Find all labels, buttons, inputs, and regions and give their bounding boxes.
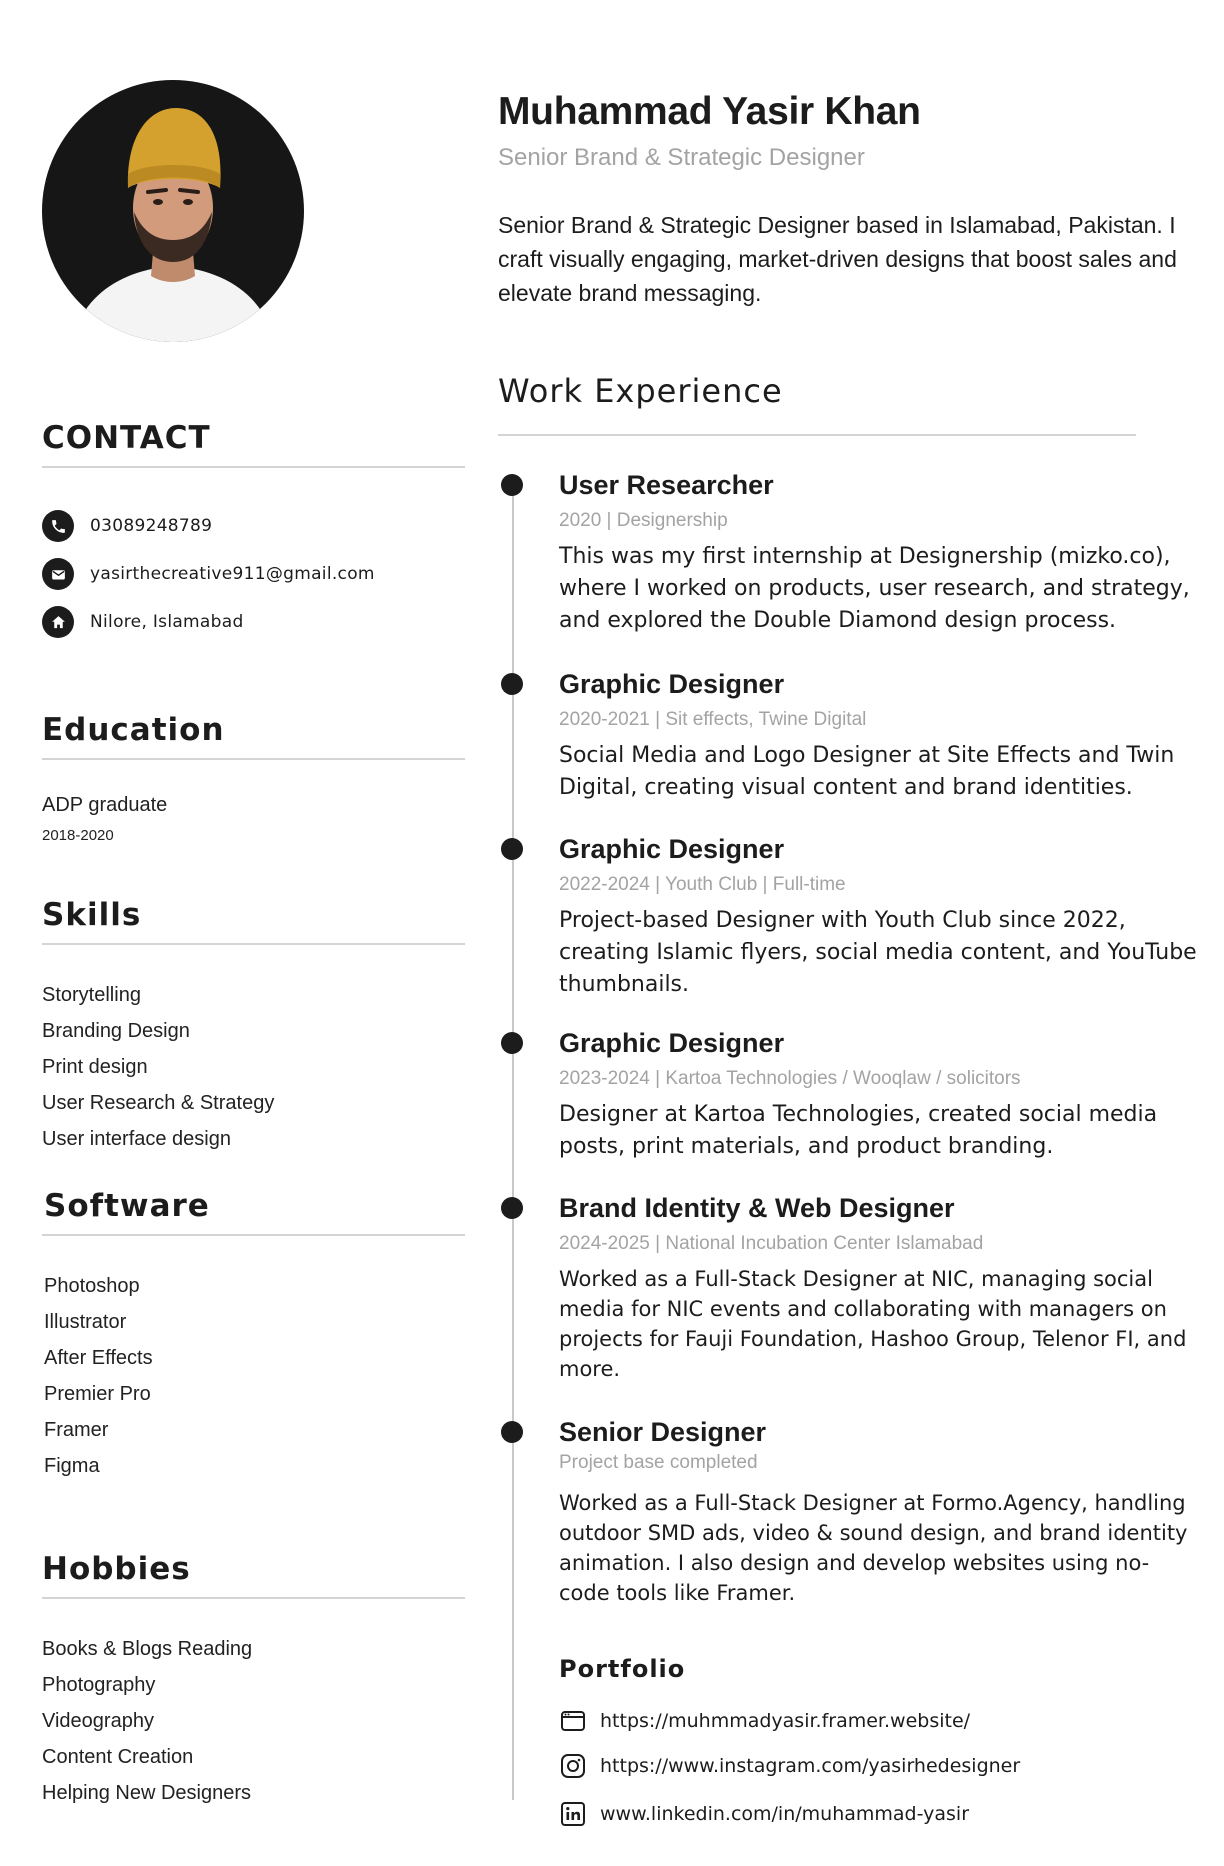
skills-list — [42, 983, 465, 1163]
section-divider — [498, 434, 1136, 436]
work-experience-title: Work Experience — [498, 372, 783, 410]
portfolio-linkedin-link[interactable]: www.linkedin.com/in/muhammad-yasir — [600, 1803, 970, 1825]
portfolio-link-instagram — [560, 1753, 1020, 1779]
job-description: Project-based Designer with Youth Club since 2022, creating Islamic flyers, social media content, and YouTube thumbnails. — [559, 908, 1197, 997]
contact-list — [42, 502, 465, 646]
home-icon — [42, 606, 74, 638]
job-entry — [498, 1417, 1198, 1608]
browser-icon — [560, 1708, 586, 1734]
skills-section — [42, 897, 465, 1163]
hobbies-list — [42, 1637, 465, 1817]
timeline-dot — [501, 1197, 523, 1219]
job-description: Worked as a Full-Stack Designer at Formo.Agency, handling outdoor SMD ads, video & sound design, and brand identity animation. I also design and develop websites using no-code tools like Framer. — [559, 1491, 1188, 1605]
profile-photo — [42, 80, 304, 342]
list-item: User Research & Strategy — [42, 1092, 275, 1114]
list-item: Figma — [44, 1455, 100, 1477]
instagram-icon — [560, 1753, 586, 1779]
job-entry — [498, 1193, 1198, 1384]
job-meta: 2023-2024 | Kartoa Technologies / Wooqlaw / solicitors — [559, 1068, 1021, 1089]
job-description: Social Media and Logo Designer at Site Effects and Twin Digital, creating visual content and brand identities. — [559, 743, 1175, 800]
education-section — [42, 712, 465, 844]
list-item: Print design — [42, 1056, 148, 1078]
timeline-dot — [501, 474, 523, 496]
resume-role: Senior Brand & Strategic Designer — [498, 144, 865, 171]
timeline-dot — [501, 1032, 523, 1054]
section-divider — [42, 466, 465, 468]
job-description: Designer at Kartoa Technologies, created social media posts, print materials, and product branding. — [559, 1102, 1158, 1159]
list-item: After Effects — [44, 1347, 153, 1369]
education-years: 2018-2020 — [42, 827, 114, 844]
software-section — [42, 1188, 465, 1490]
education-title: Education — [42, 712, 225, 748]
list-item: Storytelling — [42, 984, 141, 1006]
timeline-dot — [501, 1421, 523, 1443]
contact-email — [42, 550, 465, 598]
resume-name: Muhammad Yasir Khan — [498, 90, 921, 133]
list-item: Photoshop — [44, 1275, 140, 1297]
job-title: Senior Designer — [559, 1417, 767, 1447]
job-title: Brand Identity & Web Designer — [559, 1193, 955, 1223]
job-title: User Researcher — [559, 470, 774, 500]
skills-title: Skills — [42, 897, 142, 933]
job-entry — [498, 1028, 1198, 1163]
job-meta: 2020-2021 | Sit effects, Twine Digital — [559, 709, 867, 730]
list-item: Photography — [42, 1674, 156, 1696]
portfolio-link-linkedin — [560, 1801, 969, 1827]
profile-portrait-illustration — [42, 80, 304, 342]
section-divider — [42, 943, 465, 945]
section-divider — [42, 1597, 465, 1599]
section-divider — [42, 1234, 465, 1236]
portfolio-website-link[interactable]: https://muhmmadyasir.framer.website/ — [600, 1710, 971, 1732]
contact-phone — [42, 502, 465, 550]
list-item: Branding Design — [42, 1020, 190, 1042]
job-title: Graphic Designer — [559, 669, 785, 699]
timeline-dot — [501, 673, 523, 695]
portfolio-instagram-link[interactable]: https://www.instagram.com/yasirhedesigner — [600, 1755, 1021, 1777]
contact-email-text[interactable]: yasirthecreative911@gmail.com — [90, 564, 375, 584]
job-description: Worked as a Full-Stack Designer at NIC, managing social media for NIC events and collaborating with managers on projects for Fauji Foundation, Hashoo Group, Telenor FI, and more. — [559, 1267, 1187, 1381]
timeline-dot — [501, 838, 523, 860]
job-meta: 2024-2025 | National Incubation Center Islamabad — [559, 1233, 984, 1254]
hobbies-title: Hobbies — [42, 1551, 191, 1587]
list-item: Premier Pro — [44, 1383, 151, 1405]
contact-title: CONTACT — [42, 420, 211, 456]
education-degree: ADP graduate — [42, 794, 168, 816]
contact-address — [42, 598, 465, 646]
list-item: Framer — [44, 1419, 109, 1441]
job-entry — [498, 834, 1198, 1001]
phone-icon — [42, 510, 74, 542]
section-divider — [42, 758, 465, 760]
list-item: Illustrator — [44, 1311, 127, 1333]
job-entry — [498, 669, 1198, 804]
list-item: Books & Blogs Reading — [42, 1638, 253, 1660]
software-list — [44, 1274, 465, 1490]
job-meta: 2020 | Designership — [559, 510, 728, 531]
contact-phone-text[interactable]: 03089248789 — [90, 516, 213, 536]
list-item: User interface design — [42, 1128, 231, 1150]
portfolio-title: Portfolio — [559, 1655, 686, 1683]
job-entry — [498, 470, 1198, 637]
linkedin-icon — [560, 1801, 586, 1827]
software-title: Software — [44, 1188, 210, 1224]
contact-address-text: Nilore, Islamabad — [90, 612, 244, 632]
list-item: Helping New Designers — [42, 1782, 251, 1804]
portfolio-link-website — [560, 1708, 970, 1734]
list-item: Content Creation — [42, 1746, 194, 1768]
job-title: Graphic Designer — [559, 834, 785, 864]
mail-icon — [42, 558, 74, 590]
contact-section — [42, 420, 465, 646]
job-description: This was my first internship at Designership (mizko.co), where I worked on products, user research, and strategy, and explored the Double Diamond design process. — [559, 544, 1190, 633]
job-title: Graphic Designer — [559, 1028, 785, 1058]
job-meta: Project base completed — [559, 1452, 758, 1473]
resume-summary: Senior Brand & Strategic Designer based in Islamabad, Pakistan. I craft visually engaging, market-driven designs that boost sales and elevate brand messaging. — [498, 212, 1177, 306]
job-meta: 2022-2024 | Youth Club | Full-time — [559, 874, 846, 895]
list-item: Videography — [42, 1710, 154, 1732]
hobbies-section — [42, 1551, 465, 1817]
